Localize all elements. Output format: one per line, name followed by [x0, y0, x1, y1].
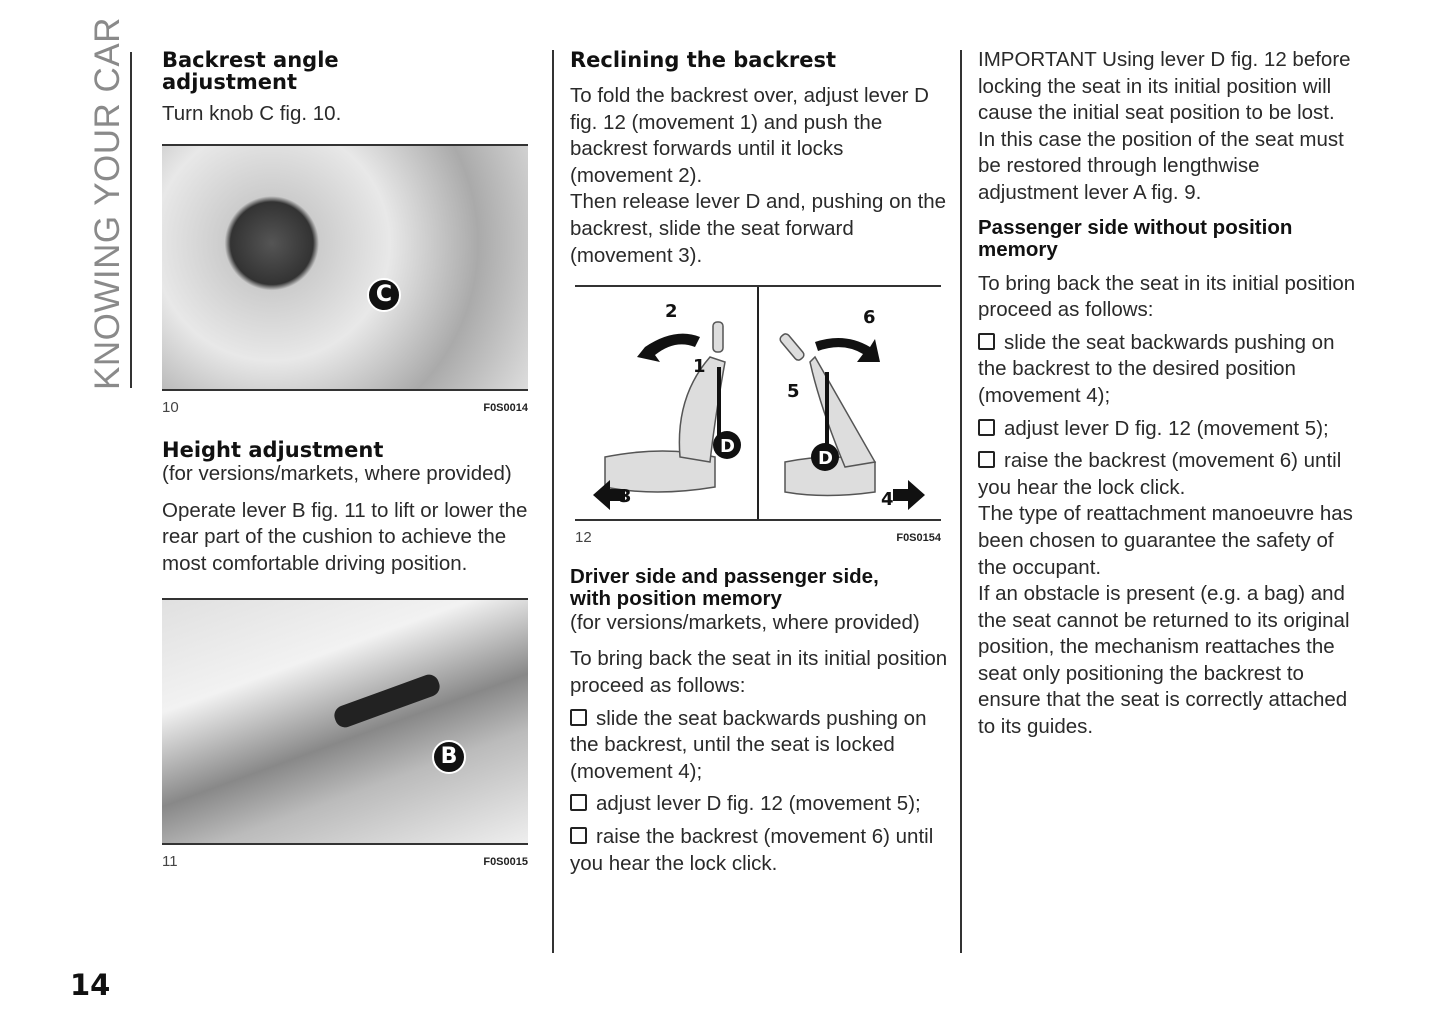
bullet-item: adjust lever D fig. 12 (movement 5);	[570, 791, 948, 818]
label-6: 6	[863, 307, 876, 329]
paragraph: If an obstacle is present (e.g. a bag) and the seat cannot be returned to its original position, the mechanism reattaches the seat only positioning the backrest to ensure that the seat is correctly attached to its guides.	[978, 582, 1350, 739]
checkbox-bullet-icon	[978, 419, 995, 436]
checkbox-bullet-icon	[570, 709, 587, 726]
figure-12-caption	[575, 525, 941, 552]
checkbox-bullet-icon	[978, 451, 995, 468]
figure-code: F0S0015	[483, 855, 528, 868]
figure-12-seat-diagram	[575, 285, 941, 521]
column-divider	[552, 50, 554, 953]
checkbox-bullet-icon	[570, 794, 587, 811]
heading-reclining: Reclining the backrest	[570, 48, 836, 72]
figure-11-caption	[162, 849, 528, 876]
heading-driver-side: Driver side and passenger side, with position memory	[570, 564, 879, 610]
figure-11-lever-image	[162, 598, 528, 845]
paragraph: Turn knob C fig. 10.	[162, 102, 342, 125]
label-d: D	[818, 448, 833, 470]
section-divider	[130, 52, 132, 388]
lever-shape	[332, 671, 443, 729]
label-b: B	[432, 740, 466, 774]
column-2	[570, 49, 948, 883]
figure-number: 10	[162, 398, 179, 416]
heading-backrest-angle: Backrest angle adjustment	[162, 48, 339, 94]
bullet-item: raise the backrest (movement 6) until you hear the lock click.	[570, 824, 934, 875]
figure-code: F0S0154	[896, 532, 941, 545]
label-c: C	[367, 278, 401, 312]
figure-number: 12	[575, 529, 592, 547]
label-5: 5	[787, 381, 800, 403]
important-note: IMPORTANT Using lever D fig. 12 before locking the seat in its initial position will cause the initial seat position to be lost. In this case the position of the seat must be restored through lengthwise adjustment lever A fig. 9.	[978, 48, 1351, 204]
paragraph: To bring back the seat in its initial position proceed as follows:	[570, 647, 948, 697]
bullet-item: raise the backrest (movement 6) until you hear the lock click.	[978, 449, 1342, 499]
subheading: (for versions/markets, where provided)	[570, 610, 920, 634]
paragraph: To fold the backrest over, adjust lever D fig. 12 (movement 1) and push the backrest forwards until it locks (movement 2).	[570, 84, 929, 187]
label-2: 2	[665, 301, 678, 323]
label-3: 3	[619, 486, 632, 508]
section-tab: KNOWING YOUR CAR	[88, 17, 127, 390]
bullet-item: slide the seat backwards pushing on the backrest to the desired position (movement 4);	[978, 330, 1335, 407]
figure-number: 11	[162, 852, 178, 870]
paragraph: To bring back the seat in its initial position proceed as follows:	[978, 271, 1356, 322]
subheading: (for versions/markets, where provided)	[162, 462, 512, 486]
label-d: D	[720, 436, 735, 458]
bullet-item: slide the seat backwards pushing on the backrest, until the seat is locked (movement 4);	[570, 706, 927, 783]
bullet-item: adjust lever D fig. 12 (movement 5);	[978, 416, 1356, 443]
paragraph: Operate lever B fig. 11 to lift or lower the rear part of the cushion to achieve the most comfortable driving position.	[162, 498, 528, 575]
figure-10-knob-image	[162, 144, 528, 391]
figure-code: F0S0014	[483, 401, 528, 414]
column-divider	[960, 50, 962, 953]
heading-height: Height adjustment	[162, 438, 384, 463]
paragraph: The type of reattachment manoeuvre has been chosen to guarantee the safety of the occupant.	[978, 502, 1353, 579]
checkbox-bullet-icon	[978, 333, 995, 350]
label-1: 1	[693, 356, 706, 378]
heading-passenger-side: Passenger side without position memory	[978, 215, 1293, 261]
column-1	[162, 49, 532, 875]
figure-10-caption	[162, 395, 528, 422]
column-3	[978, 47, 1356, 747]
checkbox-bullet-icon	[570, 827, 587, 844]
label-4: 4	[881, 489, 894, 511]
page-number: 14	[70, 968, 111, 1002]
paragraph: Then release lever D and, pushing on the backrest, slide the seat forward (movement 3).	[570, 190, 947, 267]
